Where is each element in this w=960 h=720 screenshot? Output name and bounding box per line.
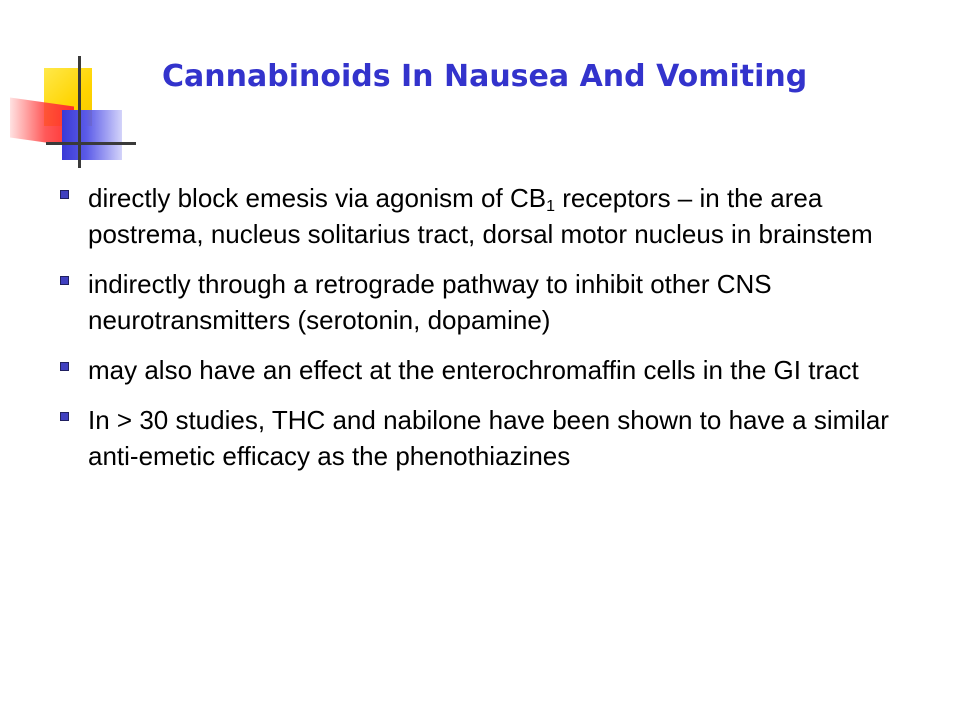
bullet-item bbox=[60, 266, 890, 338]
bullet-text-part: directly block emesis via agonism of CB bbox=[88, 183, 547, 213]
vertical-line-decoration bbox=[78, 56, 81, 168]
bullet-text bbox=[88, 183, 873, 249]
bullet-list bbox=[60, 180, 890, 488]
corner-squares-decoration-icon bbox=[0, 0, 140, 170]
slide-title: Cannabinoids In Nausea And Vomiting bbox=[162, 59, 808, 94]
bullet-item bbox=[60, 402, 890, 474]
square-bullet-icon bbox=[60, 276, 69, 285]
bullet-text-part: receptors – in the area postrema, nucleus solitarius tract, dorsal motor nucleus in brainstem bbox=[88, 183, 873, 249]
bullet-item bbox=[60, 180, 890, 252]
square-bullet-icon bbox=[60, 412, 69, 421]
subscript: 1 bbox=[546, 198, 555, 215]
horizontal-line-decoration bbox=[46, 142, 136, 145]
square-bullet-icon bbox=[60, 362, 69, 371]
bullet-item bbox=[60, 352, 890, 388]
bullet-text: may also have an effect at the enterochromaffin cells in the GI tract bbox=[88, 355, 859, 385]
blue-square-decoration bbox=[62, 110, 122, 160]
bullet-text: indirectly through a retrograde pathway to inhibit other CNS neurotransmitters (serotonin, dopamine) bbox=[88, 269, 772, 335]
square-bullet-icon bbox=[60, 190, 69, 199]
bullet-text: In > 30 studies, THC and nabilone have been shown to have a similar anti-emetic efficacy as the phenothiazines bbox=[88, 405, 889, 471]
